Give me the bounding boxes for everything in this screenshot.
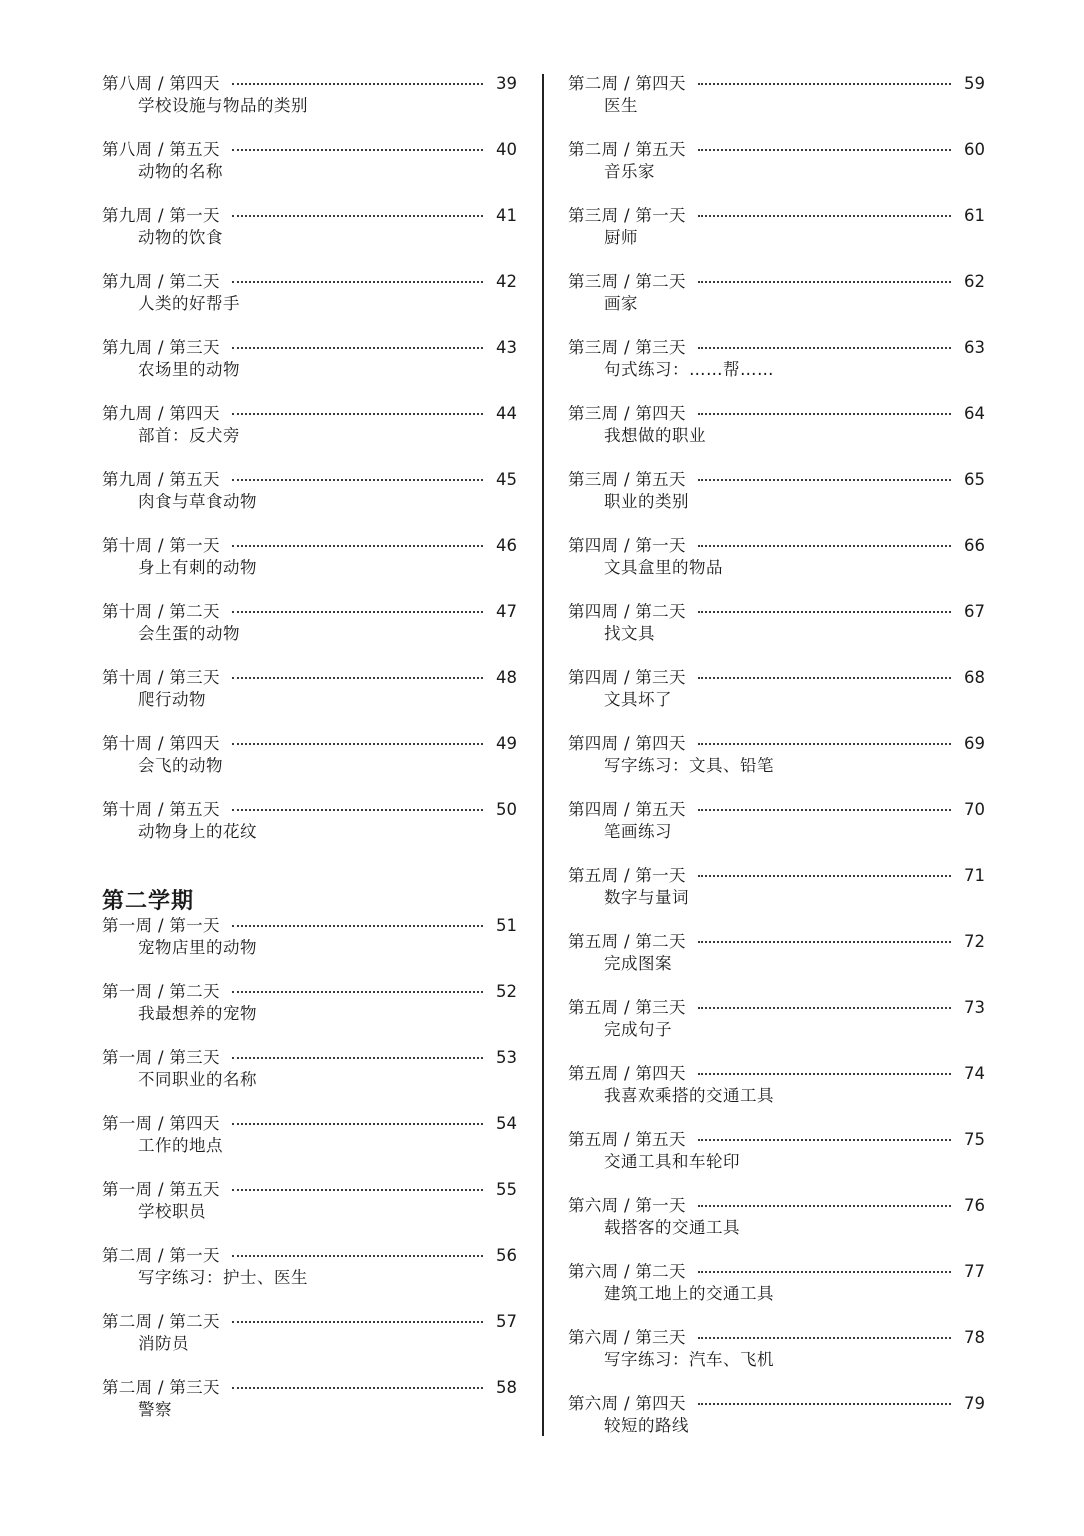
toc-entry-page-number: 42 bbox=[496, 272, 517, 291]
toc-entry-page-number: 69 bbox=[964, 734, 985, 753]
toc-entry[interactable] bbox=[568, 598, 985, 648]
toc-entry-label: 第九周 / 第五天 bbox=[102, 470, 220, 489]
toc-entry-topic: 较短的路线 bbox=[604, 1416, 689, 1435]
toc-entry[interactable] bbox=[102, 70, 517, 120]
toc-entry-heading bbox=[102, 1176, 517, 1200]
toc-entry-page-number: 51 bbox=[496, 916, 517, 935]
dot-leader bbox=[232, 742, 483, 745]
toc-entry-page-number: 65 bbox=[964, 470, 985, 489]
toc-entry-heading bbox=[102, 730, 517, 754]
toc-entry-heading bbox=[568, 598, 985, 622]
toc-entry[interactable] bbox=[568, 1390, 985, 1440]
toc-entry[interactable] bbox=[568, 1126, 985, 1176]
toc-entry-label: 第六周 / 第四天 bbox=[568, 1394, 686, 1413]
dot-leader bbox=[698, 742, 951, 745]
toc-entry[interactable] bbox=[102, 466, 517, 516]
toc-entry[interactable] bbox=[102, 912, 517, 962]
toc-entry-label: 第十周 / 第五天 bbox=[102, 800, 220, 819]
toc-entry-label: 第八周 / 第五天 bbox=[102, 140, 220, 159]
section-heading: 第二学期 bbox=[102, 889, 195, 914]
toc-entry[interactable] bbox=[102, 400, 517, 450]
toc-entry-page-number: 41 bbox=[496, 206, 517, 225]
toc-entry-label: 第九周 / 第四天 bbox=[102, 404, 220, 423]
toc-entry-page-number: 46 bbox=[496, 536, 517, 555]
toc-entry-topic: 句式练习：……帮…… bbox=[604, 360, 774, 379]
toc-entry[interactable] bbox=[568, 796, 985, 846]
toc-entry-topic: 职业的类别 bbox=[604, 492, 689, 511]
toc-entry-heading bbox=[102, 598, 517, 622]
dot-leader bbox=[698, 1270, 951, 1273]
dot-leader bbox=[698, 940, 951, 943]
toc-entry-page-number: 44 bbox=[496, 404, 517, 423]
dot-leader bbox=[232, 478, 483, 481]
toc-entry[interactable] bbox=[102, 796, 517, 846]
toc-entry-page-number: 56 bbox=[496, 1246, 517, 1265]
toc-entry-topic: 消防员 bbox=[138, 1334, 189, 1353]
toc-entry-topic: 文具盒里的物品 bbox=[604, 558, 723, 577]
dot-leader bbox=[698, 1006, 951, 1009]
toc-entry[interactable] bbox=[568, 136, 985, 186]
toc-entry[interactable] bbox=[102, 664, 517, 714]
toc-entry-topic: 数字与量词 bbox=[604, 888, 689, 907]
toc-entry-page-number: 58 bbox=[496, 1378, 517, 1397]
toc-entry-label: 第九周 / 第一天 bbox=[102, 206, 220, 225]
toc-entry-heading bbox=[568, 334, 985, 358]
toc-entry-topic: 交通工具和车轮印 bbox=[604, 1152, 740, 1171]
dot-leader bbox=[232, 412, 483, 415]
toc-entry[interactable] bbox=[568, 928, 985, 978]
toc-entry-page-number: 52 bbox=[496, 982, 517, 1001]
dot-leader bbox=[698, 82, 951, 85]
toc-entry-heading bbox=[568, 136, 985, 160]
toc-entry[interactable] bbox=[102, 978, 517, 1028]
toc-entry-heading bbox=[568, 202, 985, 226]
toc-entry-label: 第五周 / 第一天 bbox=[568, 866, 686, 885]
toc-entry-label: 第三周 / 第三天 bbox=[568, 338, 686, 357]
toc-entry-label: 第十周 / 第四天 bbox=[102, 734, 220, 753]
toc-entry-label: 第十周 / 第二天 bbox=[102, 602, 220, 621]
toc-entry-label: 第八周 / 第四天 bbox=[102, 74, 220, 93]
toc-entry-topic: 写字练习：文具、铅笔 bbox=[604, 756, 774, 775]
toc-entry-page-number: 77 bbox=[964, 1262, 985, 1281]
toc-entry-topic: 找文具 bbox=[604, 624, 655, 643]
toc-entry-page-number: 68 bbox=[964, 668, 985, 687]
dot-leader bbox=[232, 148, 483, 151]
toc-entry-label: 第四周 / 第五天 bbox=[568, 800, 686, 819]
toc-entry-label: 第一周 / 第二天 bbox=[102, 982, 220, 1001]
toc-entry-topic: 人类的好帮手 bbox=[138, 294, 240, 313]
toc-entry[interactable] bbox=[102, 136, 517, 186]
toc-entry-topic: 医生 bbox=[604, 96, 638, 115]
toc-entry-heading bbox=[568, 796, 985, 820]
toc-entry-page-number: 55 bbox=[496, 1180, 517, 1199]
toc-entry-topic: 动物的名称 bbox=[138, 162, 223, 181]
toc-entry-topic: 会飞的动物 bbox=[138, 756, 223, 775]
toc-entry-label: 第十周 / 第三天 bbox=[102, 668, 220, 687]
toc-entry-topic: 厨师 bbox=[604, 228, 638, 247]
toc-entry-heading bbox=[568, 532, 985, 556]
dot-leader bbox=[232, 990, 483, 993]
toc-entry[interactable] bbox=[102, 1374, 517, 1424]
toc-entry-page-number: 74 bbox=[964, 1064, 985, 1083]
dot-leader bbox=[232, 1254, 483, 1257]
toc-entry-topic: 我想做的职业 bbox=[604, 426, 706, 445]
toc-entry-label: 第六周 / 第三天 bbox=[568, 1328, 686, 1347]
toc-entry-topic: 我喜欢乘搭的交通工具 bbox=[604, 1086, 774, 1105]
toc-entry-label: 第二周 / 第五天 bbox=[568, 140, 686, 159]
toc-entry-topic: 完成图案 bbox=[604, 954, 672, 973]
toc-entry-topic: 部首：反犬旁 bbox=[138, 426, 240, 445]
toc-entry-topic: 完成句子 bbox=[604, 1020, 672, 1039]
toc-entry-page-number: 54 bbox=[496, 1114, 517, 1133]
toc-entry-heading bbox=[568, 664, 985, 688]
dot-leader bbox=[698, 1072, 951, 1075]
dot-leader bbox=[232, 610, 483, 613]
toc-entry-topic: 我最想养的宠物 bbox=[138, 1004, 257, 1023]
toc-entry-page-number: 39 bbox=[496, 74, 517, 93]
toc-entry-heading bbox=[568, 730, 985, 754]
toc-entry-page-number: 66 bbox=[964, 536, 985, 555]
dot-leader bbox=[698, 478, 951, 481]
toc-entry-label: 第三周 / 第二天 bbox=[568, 272, 686, 291]
toc-entry-label: 第五周 / 第三天 bbox=[568, 998, 686, 1017]
toc-entry-topic: 音乐家 bbox=[604, 162, 655, 181]
toc-entry-topic: 建筑工地上的交通工具 bbox=[604, 1284, 774, 1303]
toc-entry-label: 第九周 / 第二天 bbox=[102, 272, 220, 291]
toc-entry-topic: 载搭客的交通工具 bbox=[604, 1218, 740, 1237]
toc-entry[interactable] bbox=[102, 532, 517, 582]
toc-entry[interactable] bbox=[102, 202, 517, 252]
dot-leader bbox=[232, 1056, 483, 1059]
toc-entry[interactable] bbox=[568, 730, 985, 780]
toc-entry[interactable] bbox=[102, 1242, 517, 1292]
toc-entry-topic: 工作的地点 bbox=[138, 1136, 223, 1155]
toc-entry-label: 第五周 / 第二天 bbox=[568, 932, 686, 951]
dot-leader bbox=[698, 346, 951, 349]
dot-leader bbox=[232, 808, 483, 811]
dot-leader bbox=[698, 874, 951, 877]
dot-leader bbox=[698, 808, 951, 811]
toc-entry-topic: 写字练习：汽车、飞机 bbox=[604, 1350, 774, 1369]
toc-entry-page-number: 50 bbox=[496, 800, 517, 819]
dot-leader bbox=[232, 1320, 483, 1323]
toc-entry[interactable] bbox=[568, 664, 985, 714]
toc-entry-topic: 动物身上的花纹 bbox=[138, 822, 257, 841]
toc-entry-label: 第三周 / 第五天 bbox=[568, 470, 686, 489]
toc-entry-heading bbox=[102, 664, 517, 688]
toc-entry-label: 第四周 / 第一天 bbox=[568, 536, 686, 555]
toc-entry[interactable] bbox=[568, 532, 985, 582]
dot-leader bbox=[232, 676, 483, 679]
toc-entry-page-number: 60 bbox=[964, 140, 985, 159]
toc-entry-page-number: 64 bbox=[964, 404, 985, 423]
toc-entry-heading bbox=[568, 862, 985, 886]
toc-entry-label: 第一周 / 第三天 bbox=[102, 1048, 220, 1067]
toc-entry-heading bbox=[568, 1324, 985, 1348]
toc-entry[interactable] bbox=[102, 598, 517, 648]
column-divider bbox=[542, 74, 544, 1436]
toc-entry-label: 第二周 / 第二天 bbox=[102, 1312, 220, 1331]
dot-leader bbox=[698, 1204, 951, 1207]
toc-entry-topic: 肉食与草食动物 bbox=[138, 492, 257, 511]
toc-entry-heading bbox=[568, 400, 985, 424]
toc-entry-heading bbox=[102, 796, 517, 820]
toc-entry-label: 第二周 / 第一天 bbox=[102, 1246, 220, 1265]
toc-entry-label: 第十周 / 第一天 bbox=[102, 536, 220, 555]
toc-entry[interactable] bbox=[102, 730, 517, 780]
toc-entry-heading bbox=[102, 1374, 517, 1398]
toc-entry-heading bbox=[568, 928, 985, 952]
toc-entry-label: 第二周 / 第四天 bbox=[568, 74, 686, 93]
dot-leader bbox=[698, 148, 951, 151]
dot-leader bbox=[232, 924, 483, 927]
toc-entry[interactable] bbox=[568, 400, 985, 450]
toc-entry-page-number: 73 bbox=[964, 998, 985, 1017]
toc-entry-topic: 写字练习：护士、医生 bbox=[138, 1268, 308, 1287]
toc-entry[interactable] bbox=[568, 994, 985, 1044]
toc-right-column bbox=[568, 0, 985, 1536]
toc-entry-heading bbox=[102, 334, 517, 358]
toc-entry-page-number: 67 bbox=[964, 602, 985, 621]
dot-leader bbox=[232, 1386, 483, 1389]
toc-entry[interactable] bbox=[568, 334, 985, 384]
toc-entry-topic: 学校职员 bbox=[138, 1202, 206, 1221]
toc-entry-heading bbox=[102, 1242, 517, 1266]
dot-leader bbox=[698, 280, 951, 283]
toc-entry-page-number: 40 bbox=[496, 140, 517, 159]
toc-entry-heading bbox=[102, 912, 517, 936]
dot-leader bbox=[698, 1336, 951, 1339]
toc-entry-heading bbox=[102, 70, 517, 94]
toc-entry-heading bbox=[102, 466, 517, 490]
toc-entry-label: 第六周 / 第二天 bbox=[568, 1262, 686, 1281]
toc-entry-label: 第四周 / 第三天 bbox=[568, 668, 686, 687]
toc-entry-label: 第六周 / 第一天 bbox=[568, 1196, 686, 1215]
toc-entry[interactable] bbox=[568, 1192, 985, 1242]
toc-entry-label: 第三周 / 第一天 bbox=[568, 206, 686, 225]
toc-entry-topic: 宠物店里的动物 bbox=[138, 938, 257, 957]
toc-entry-page-number: 61 bbox=[964, 206, 985, 225]
toc-entry-heading bbox=[102, 978, 517, 1002]
toc-entry-page-number: 78 bbox=[964, 1328, 985, 1347]
toc-entry[interactable] bbox=[568, 70, 985, 120]
toc-entry-topic: 农场里的动物 bbox=[138, 360, 240, 379]
toc-entry-topic: 文具坏了 bbox=[604, 690, 672, 709]
toc-entry-heading bbox=[102, 400, 517, 424]
toc-entry[interactable] bbox=[102, 334, 517, 384]
toc-entry-label: 第二周 / 第三天 bbox=[102, 1378, 220, 1397]
toc-entry-topic: 笔画练习 bbox=[604, 822, 672, 841]
toc-left-column bbox=[102, 0, 517, 1536]
toc-entry-topic: 画家 bbox=[604, 294, 638, 313]
toc-entry-heading bbox=[568, 994, 985, 1018]
toc-entry-topic: 身上有刺的动物 bbox=[138, 558, 257, 577]
toc-entry-heading bbox=[568, 466, 985, 490]
toc-entry-page-number: 49 bbox=[496, 734, 517, 753]
dot-leader bbox=[232, 1188, 483, 1191]
toc-entry-heading bbox=[102, 268, 517, 292]
dot-leader bbox=[232, 1122, 483, 1125]
toc-entry-heading bbox=[568, 1060, 985, 1084]
toc-entry-page-number: 43 bbox=[496, 338, 517, 357]
toc-entry-page-number: 62 bbox=[964, 272, 985, 291]
dot-leader bbox=[698, 676, 951, 679]
toc-entry-heading bbox=[568, 70, 985, 94]
toc-entry-label: 第五周 / 第四天 bbox=[568, 1064, 686, 1083]
toc-entry-heading bbox=[568, 1126, 985, 1150]
dot-leader bbox=[698, 610, 951, 613]
dot-leader bbox=[232, 544, 483, 547]
toc-entry-topic: 不同职业的名称 bbox=[138, 1070, 257, 1089]
toc-entry[interactable] bbox=[102, 268, 517, 318]
toc-entry-page-number: 72 bbox=[964, 932, 985, 951]
toc-entry[interactable] bbox=[102, 1308, 517, 1358]
dot-leader bbox=[698, 1138, 951, 1141]
toc-entry-page-number: 53 bbox=[496, 1048, 517, 1067]
toc-entry-topic: 动物的饮食 bbox=[138, 228, 223, 247]
toc-entry-page-number: 48 bbox=[496, 668, 517, 687]
toc-entry-page-number: 47 bbox=[496, 602, 517, 621]
toc-entry-heading bbox=[568, 1390, 985, 1414]
toc-entry-heading bbox=[102, 136, 517, 160]
toc-entry-heading bbox=[102, 532, 517, 556]
dot-leader bbox=[232, 346, 483, 349]
toc-entry-page-number: 63 bbox=[964, 338, 985, 357]
toc-entry[interactable] bbox=[102, 1110, 517, 1160]
toc-entry-heading bbox=[102, 202, 517, 226]
toc-entry-label: 第四周 / 第二天 bbox=[568, 602, 686, 621]
toc-entry-heading bbox=[568, 1192, 985, 1216]
dot-leader bbox=[698, 544, 951, 547]
toc-entry-topic: 会生蛋的动物 bbox=[138, 624, 240, 643]
dot-leader bbox=[698, 1402, 951, 1405]
toc-entry[interactable] bbox=[568, 268, 985, 318]
toc-entry-topic: 学校设施与物品的类别 bbox=[138, 96, 308, 115]
toc-entry-label: 第一周 / 第五天 bbox=[102, 1180, 220, 1199]
toc-entry[interactable] bbox=[568, 1258, 985, 1308]
toc-entry-page-number: 45 bbox=[496, 470, 517, 489]
dot-leader bbox=[232, 82, 483, 85]
toc-entry-topic: 警察 bbox=[138, 1400, 172, 1419]
toc-entry-page-number: 57 bbox=[496, 1312, 517, 1331]
toc-entry-topic: 爬行动物 bbox=[138, 690, 206, 709]
dot-leader bbox=[232, 280, 483, 283]
toc-entry-page-number: 70 bbox=[964, 800, 985, 819]
toc-entry-heading bbox=[102, 1044, 517, 1068]
toc-entry-page-number: 79 bbox=[964, 1394, 985, 1413]
toc-entry[interactable] bbox=[568, 466, 985, 516]
toc-entry-label: 第五周 / 第五天 bbox=[568, 1130, 686, 1149]
dot-leader bbox=[698, 412, 951, 415]
toc-entry-heading bbox=[102, 1110, 517, 1134]
toc-entry-label: 第四周 / 第四天 bbox=[568, 734, 686, 753]
toc-entry-label: 第一周 / 第一天 bbox=[102, 916, 220, 935]
toc-entry[interactable] bbox=[568, 862, 985, 912]
toc-entry[interactable] bbox=[568, 1060, 985, 1110]
toc-entry-page-number: 76 bbox=[964, 1196, 985, 1215]
toc-entry[interactable] bbox=[102, 1176, 517, 1226]
toc-entry-label: 第九周 / 第三天 bbox=[102, 338, 220, 357]
toc-entry[interactable] bbox=[102, 1044, 517, 1094]
toc-entry-label: 第三周 / 第四天 bbox=[568, 404, 686, 423]
toc-entry-page-number: 71 bbox=[964, 866, 985, 885]
dot-leader bbox=[698, 214, 951, 217]
toc-entry-page-number: 75 bbox=[964, 1130, 985, 1149]
toc-entry-label: 第一周 / 第四天 bbox=[102, 1114, 220, 1133]
toc-entry-heading bbox=[102, 1308, 517, 1332]
toc-entry-page-number: 59 bbox=[964, 74, 985, 93]
toc-entry-heading bbox=[568, 1258, 985, 1282]
toc-entry[interactable] bbox=[568, 1324, 985, 1374]
toc-entry[interactable] bbox=[568, 202, 985, 252]
toc-entry-heading bbox=[568, 268, 985, 292]
dot-leader bbox=[232, 214, 483, 217]
